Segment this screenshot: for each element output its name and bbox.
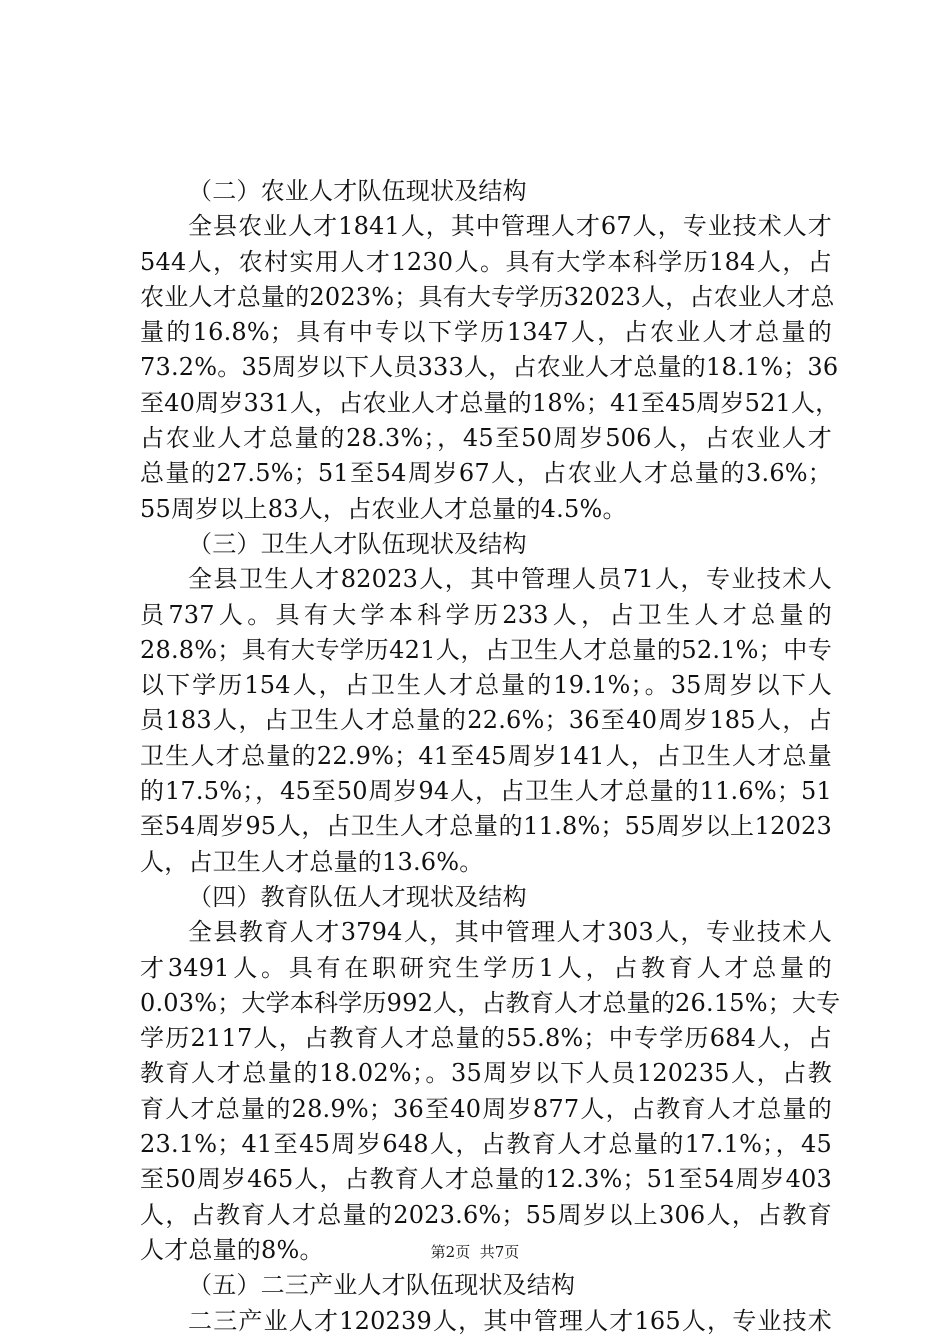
section-heading: （二）农业人才队伍现状及结构	[188, 177, 527, 205]
paragraph-line: 量的16.8%；具有中专以下学历1347人，占农业人才总量的	[140, 318, 832, 347]
paragraph-line: 人，占教育人才总量的2023.6%；55周岁以上306人，占教育	[140, 1200, 832, 1229]
paragraph-line: 全县农业人才1841人，其中管理人才67人，专业技术人才	[188, 212, 832, 241]
paragraph-line: 全县教育人才3794人，其中管理人才303人，专业技术人	[188, 918, 832, 947]
paragraph-line: 卫生人才总量的22.9%；41至45周岁141人，占卫生人才总量	[140, 741, 832, 770]
paragraph-line: 全县卫生人才82023人，其中管理人员71人，专业技术人	[188, 565, 832, 594]
paragraph-line: 总量的27.5%；51至54周岁67人，占农业人才总量的3.6%；	[140, 459, 832, 488]
page-total: 共7页	[479, 1243, 520, 1261]
section-heading: （三）卫生人才队伍现状及结构	[188, 529, 527, 558]
paragraph-line: 育人才总量的28.9%；36至40周岁877人，占教育人才总量的	[140, 1094, 832, 1123]
paragraph-line: 员737人。具有大学本科学历233人，占卫生人才总量的	[140, 600, 832, 629]
paragraph-line: 员183人，占卫生人才总量的22.6%；36至40周岁185人，占	[140, 706, 832, 735]
paragraph-line: 教育人才总量的18.02%；。35周岁以下人员120235人，占教	[140, 1059, 832, 1088]
paragraph-line: 占农业人才总量的28.3%；，45至50周岁506人，占农业人才	[140, 424, 832, 453]
paragraph-line: 以下学历154人，占卫生人才总量的19.1%；。35周岁以下人	[140, 671, 832, 700]
paragraph-line: 人才总量的8%。	[140, 1235, 324, 1264]
paragraph-line: 二三产业人才120239人，其中管理人才165人，专业技术	[188, 1306, 832, 1335]
paragraph-line: 至50周岁465人，占教育人才总量的12.3%；51至54周岁403	[140, 1165, 832, 1194]
paragraph-line: 23.1%；41至45周岁648人，占教育人才总量的17.1%；，45	[140, 1130, 832, 1159]
paragraph-line: 才3491人。具有在职研究生学历1人，占教育人才总量的	[140, 953, 832, 982]
section-heading: （四）教育队伍人才现状及结构	[188, 882, 527, 911]
page-number: 第2页	[430, 1243, 471, 1261]
paragraph-line: 55周岁以上83人，占农业人才总量的4.5%。	[140, 494, 627, 523]
paragraph-line: 0.03%；大学本科学历992人，占教育人才总量的26.15%；大专	[140, 988, 841, 1017]
document-body	[140, 174, 841, 1339]
paragraph-line: 至40周岁331人，占农业人才总量的18%；41至45周岁521人，	[140, 388, 840, 417]
paragraph-line: 544人，农村实用人才1230人。具有大学本科学历184人，占	[140, 247, 832, 276]
paragraph-line: 学历2117人，占教育人才总量的55.8%；中专学历684人，占	[140, 1024, 832, 1053]
page-footer	[0, 1242, 950, 1262]
paragraph-line: 人，占卫生人才总量的13.6%。	[140, 847, 484, 876]
section-heading: （五）二三产业人才队伍现状及结构	[188, 1271, 576, 1300]
paragraph-line: 农业人才总量的2023%；具有大专学历32023人，占农业人才总	[140, 282, 835, 311]
paragraph-line: 的17.5%；，45至50周岁94人，占卫生人才总量的11.6%；51	[140, 777, 832, 806]
paragraph-line: 28.8%；具有大专学历421人，占卫生人才总量的52.1%；中专	[140, 635, 832, 664]
paragraph-line: 至54周岁95人，占卫生人才总量的11.8%；55周岁以上12023	[140, 812, 832, 841]
paragraph-line: 73.2%。35周岁以下人员333人，占农业人才总量的18.1%；36	[140, 353, 839, 382]
